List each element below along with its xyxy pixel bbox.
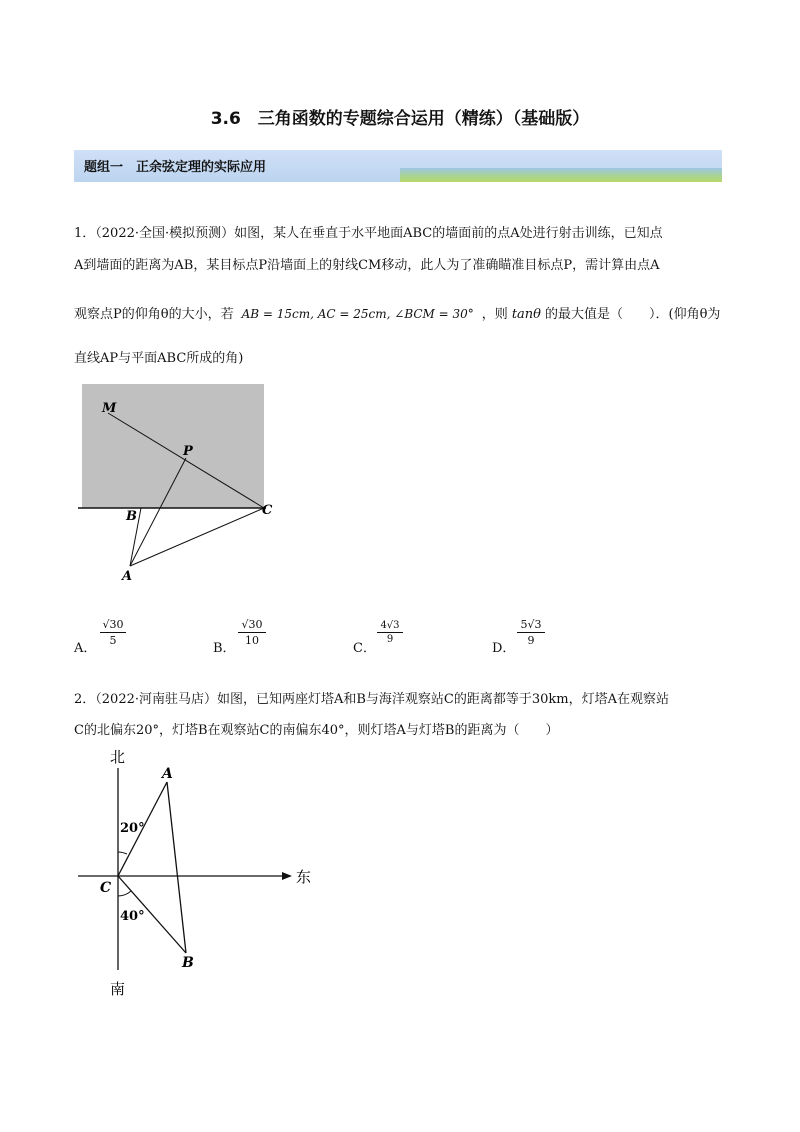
q1-line-4: 直线AP与平面ABC所成的角)	[74, 351, 244, 366]
option-b-value	[238, 618, 266, 647]
label-p: P	[183, 444, 193, 459]
q1-condition: AB = 15cm, AC = 25cm, ∠BCM = 30°	[241, 307, 474, 321]
option-d-value	[517, 618, 545, 647]
label-c: C	[262, 503, 273, 518]
option-c-den: 9	[386, 634, 394, 645]
option-c-value	[377, 620, 403, 645]
group-label: 题组一 正余弦定理的实际应用	[84, 160, 267, 175]
q1-figure	[78, 382, 298, 586]
label-c: C	[100, 880, 112, 896]
label-b: B	[126, 509, 137, 524]
option-b-letter: B．	[213, 641, 236, 656]
option-d-den: 9	[527, 634, 535, 647]
label-a: A	[162, 766, 173, 782]
q1-line-3	[74, 303, 720, 322]
q2-figure	[74, 746, 324, 1006]
option-b-num: √30	[241, 618, 263, 631]
angle-40-label: 40°	[120, 909, 145, 924]
q1-line-1: 1．（2022·全国·模拟预测）如图，某人在垂直于水平地面ABC的墙面前的点A处进行射击训练，已知点	[74, 226, 663, 241]
option-c-letter: C．	[353, 641, 376, 656]
q2-line-1: 2．（2022·河南驻马店）如图，已知两座灯塔A和B与海洋观察站C的距离都等于30km，灯塔A在观察站	[74, 692, 670, 707]
option-a-den: 5	[109, 634, 117, 647]
east-arrow-icon	[282, 872, 292, 880]
option-a-letter: A．	[74, 641, 97, 656]
south-label: 南	[110, 980, 126, 998]
label-a: A	[122, 569, 133, 584]
option-a-value	[100, 618, 126, 647]
angle-arc-40	[118, 891, 131, 896]
option-d-num: 5√3	[520, 618, 542, 631]
label-b: B	[182, 955, 194, 971]
angle-20-label: 20°	[120, 821, 145, 836]
q1-line-3c: ，则	[481, 307, 508, 322]
group-header	[74, 150, 722, 182]
q1-tan-theta: tanθ	[511, 307, 541, 322]
option-b-den: 10	[245, 634, 259, 647]
angle-arc-20	[118, 852, 127, 854]
q1-line-3e: 的最大值是（ ）．(仰角θ为	[545, 307, 721, 322]
north-label: 北	[110, 748, 126, 766]
label-m: M	[102, 401, 117, 416]
option-c-num: 4√3	[380, 620, 400, 631]
q2-line-2: C的北偏东20°，灯塔B在观察站C的南偏东40°，则灯塔A与灯塔B的距离为（ ）	[74, 723, 559, 738]
option-d-letter: D．	[492, 641, 516, 656]
header-stripe	[400, 168, 722, 182]
page-title: 3.6 三角函数的专题综合运用（精练）（基础版）	[210, 109, 590, 129]
east-label: 东	[296, 868, 312, 886]
q1-line-3a: 观察点P的仰角θ的大小，若	[74, 307, 234, 322]
option-a-num: √30	[102, 618, 124, 631]
line-ab	[167, 782, 186, 953]
q1-line-2: A到墙面的距离为AB，某目标点P沿墙面上的射线CM移动，此人为了准确瞄准目标点P，需计算由点A	[74, 258, 660, 273]
line-ac	[130, 508, 264, 566]
